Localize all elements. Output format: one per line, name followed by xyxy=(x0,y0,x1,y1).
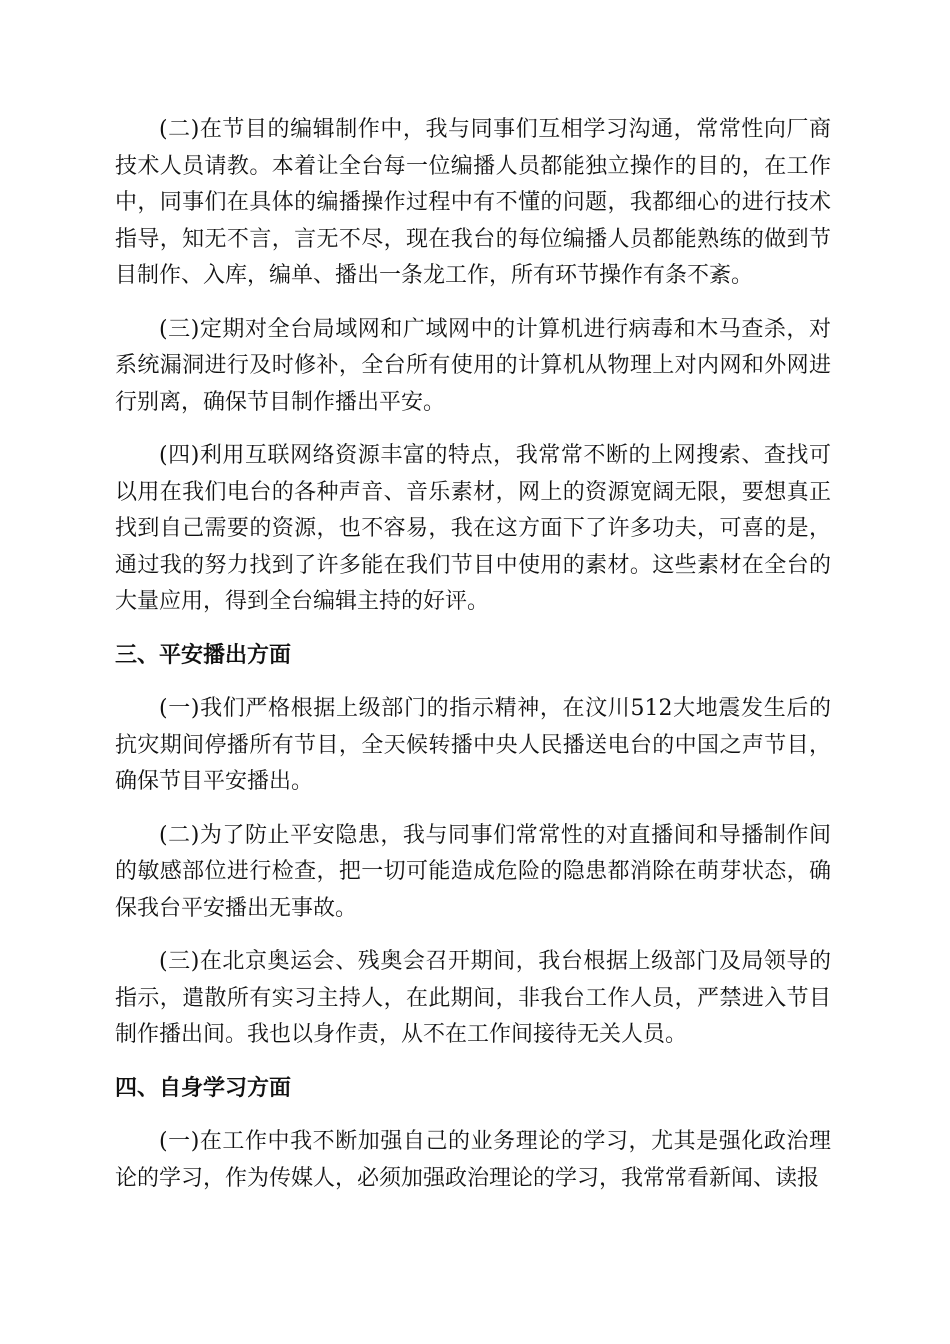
paragraph-gap xyxy=(115,621,831,638)
paragraph-gap xyxy=(115,674,831,691)
paragraph-hazard-inspection: (二)为了防止平安隐患，我与同事们常常性的对直播间和导播制作间的敏感部位进行检查，把一切可能造成危险的隐患都消除在萌芽状态，确保我台平安播出无事故。 xyxy=(115,822,831,921)
section-heading-safe-broadcast: 三、平安播出方面 xyxy=(115,642,292,668)
paragraph-internet-resources: (四)利用互联网络资源丰富的特点，我常常不断的上网搜索、查找可以用在我们电台的各种声音、音乐素材，网上的资源宽阔无限，要想真正找到自己需要的资源，也不容易，我在这方面下了许多功夫，可喜的是，通过我的努力找到了许多能在我们节目中使用的素材。这些素材在全台的大量应用，得到全台编辑主持的好评。 xyxy=(115,443,831,614)
paragraph-gap xyxy=(115,1054,831,1071)
paragraph-gap xyxy=(115,927,831,944)
paragraph-virus-scanning: (三)定期对全台局域网和广域网中的计算机进行病毒和木马查杀，对系统漏洞进行及时修补，全台所有使用的计算机从物理上对内网和外网进行别离，确保节目制作播出平安。 xyxy=(115,316,831,415)
section-heading-self-study: 四、自身学习方面 xyxy=(115,1075,292,1101)
paragraph-olympics-period: (三)在北京奥运会、残奥会召开期间，我台根据上级部门及局领导的指示，遣散所有实习主持人，在此期间，非我台工作人员，严禁进入节目制作播出间。我也以身作责，从不在工作间接待无关人员。 xyxy=(115,949,831,1047)
paragraph-theory-study: (一)在工作中我不断加强自己的业务理论的学习，尤其是强化政治理论的学习，作为传媒人，必须加强政治理论的学习，我常常看新闻、读报 xyxy=(115,1129,831,1191)
document-page xyxy=(115,112,831,1197)
paragraph-earthquake-broadcast: (一)我们严格根据上级部门的指示精神，在汶川512大地震发生后的抗灾期间停播所有节目，全天候转播中央人民播送电台的中国之声节目，确保节目平安播出。 xyxy=(115,696,831,794)
paragraph-gap xyxy=(115,421,831,438)
paragraph-editing-collaboration: (二)在节目的编辑制作中，我与同事们互相学习沟通，常常性向厂商技术人员请教。本着让全台每一位编播人员都能独立操作的目的，在工作中，同事们在具体的编播操作过程中有不懂的问题，我都细心的进行技术指导，知无不言，言无不尽，现在我台的每位编播人员都能熟练的做到节目制作、入库，编单、播出一条龙工作，所有环节操作有条不紊。 xyxy=(115,117,831,288)
paragraph-gap xyxy=(115,295,831,312)
paragraph-gap xyxy=(115,801,831,818)
paragraph-gap xyxy=(115,1107,831,1124)
